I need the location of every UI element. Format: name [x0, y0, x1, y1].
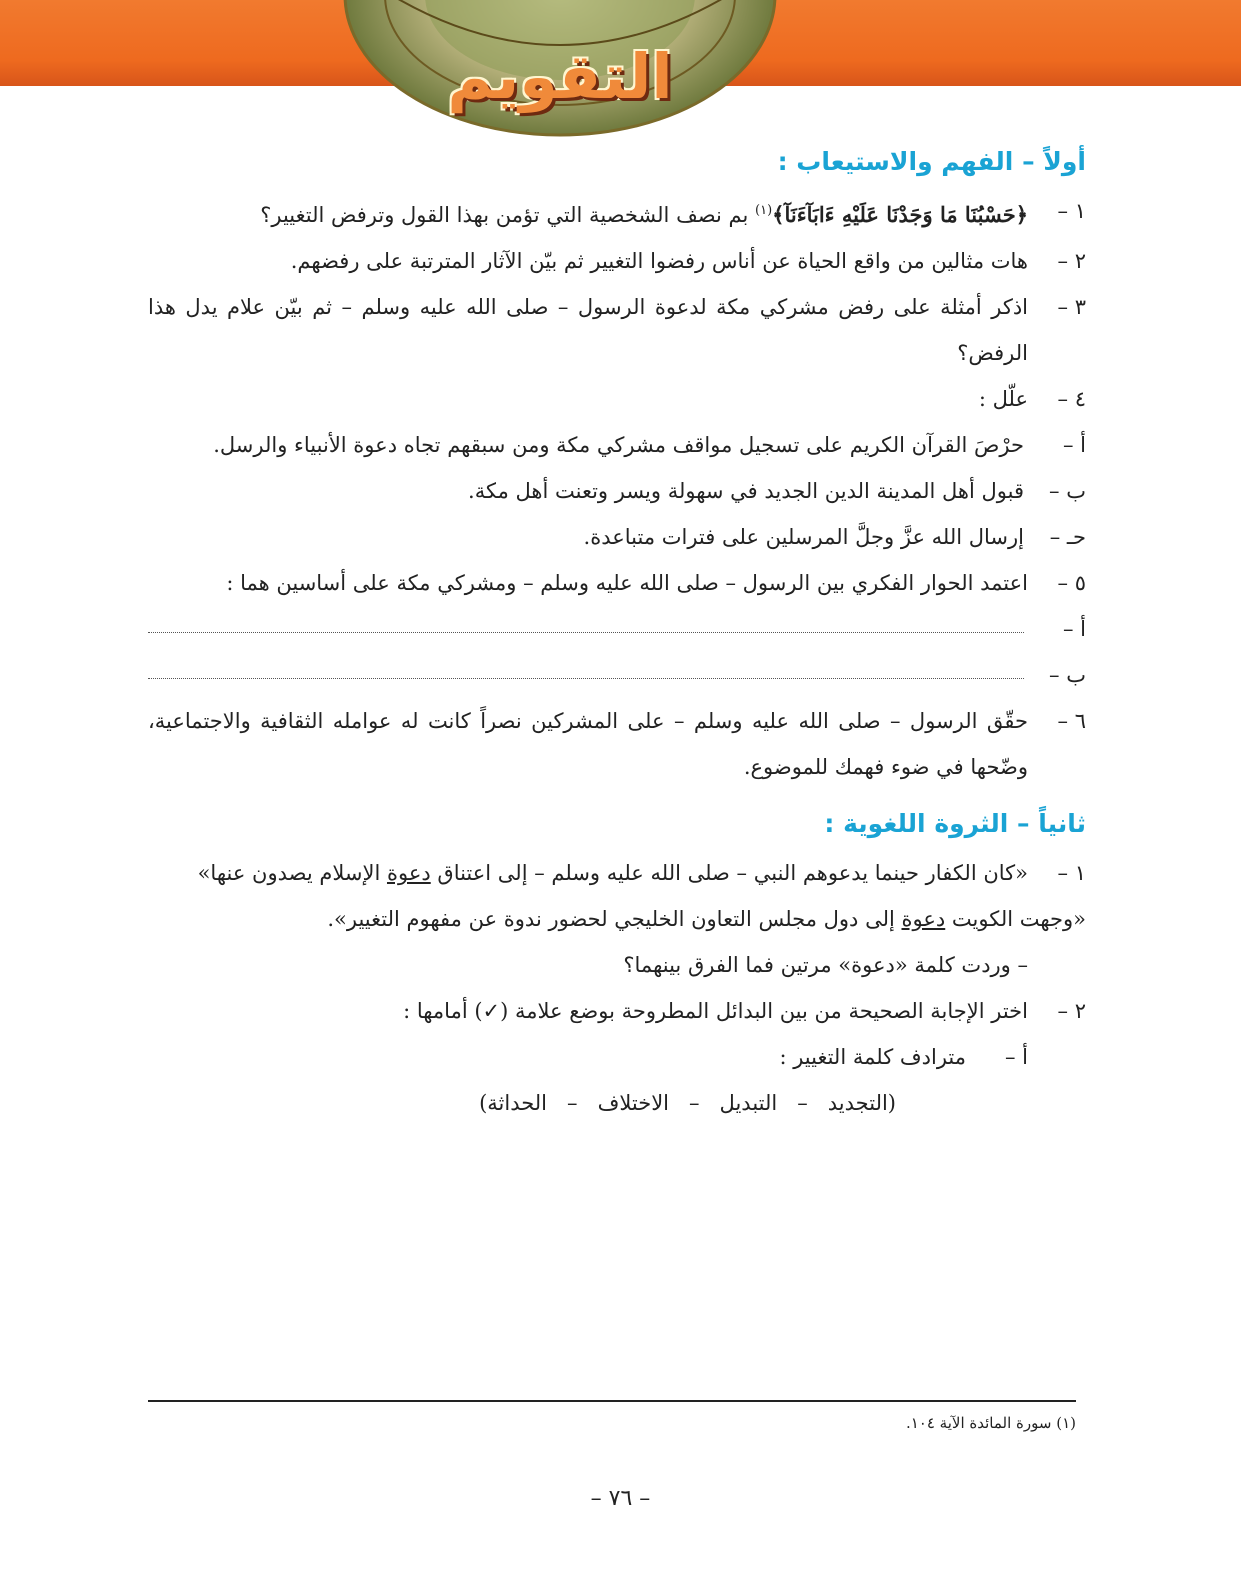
question-4-a [148, 422, 1086, 468]
question-5 [148, 560, 1086, 606]
sub-number: ب – [1049, 479, 1086, 503]
question-number: ١ – [1057, 199, 1086, 223]
section1-heading: أولاً – الفهم والاستيعاب : [777, 147, 1086, 176]
vocab-question-1 [148, 850, 1086, 896]
section2-heading: ثانياً – الثروة اللغوية : [824, 809, 1086, 838]
page-title: التقويم [447, 40, 673, 113]
question-number: ٦ – [1057, 709, 1086, 733]
question-number: ١ – [1057, 861, 1086, 885]
vocab-question-2-a [148, 1034, 1028, 1080]
question-1 [148, 188, 1086, 238]
question-text [148, 188, 1028, 238]
question-text: اختر الإجابة الصحيحة من بين البدائل المطروحة بوضع علامة (✓) أمامها : [403, 999, 1028, 1023]
question-4 [148, 376, 1086, 422]
vocab-subquestion [148, 942, 1028, 988]
question-text: – وردت كلمة «دعوة» مرتين فما الفرق بينهما؟ [623, 953, 1028, 977]
underlined-word: دعوة [386, 861, 431, 885]
answer-line[interactable] [148, 652, 1024, 679]
question-5-b [148, 652, 1086, 698]
quote-2-row [148, 896, 1086, 942]
sub-text: حرْصَ القرآن الكريم على تسجيل مواقف مشركي مكة ومن سبقهم تجاه دعوة الأنبياء والرسل. [213, 433, 1024, 457]
quote-2 [148, 896, 1086, 942]
question-number: ٢ – [1057, 999, 1086, 1023]
sub-number: أ – [1062, 617, 1086, 641]
sub-number: أ – [1004, 1045, 1028, 1069]
quote-text: الإسلام يصدون عنها» [197, 861, 387, 885]
question-text: اذكر أمثلة على رفض مشركي مكة لدعوة الرسول – صلى الله عليه وسلم – ثم بيّن علام يدل هذا الرفض؟ [148, 295, 1028, 365]
sub-number: حـ – [1049, 525, 1086, 549]
question-4-b [148, 468, 1086, 514]
sub-text: قبول أهل المدينة الدين الجديد في سهولة ويسر وتعنت أهل مكة. [468, 479, 1024, 503]
footnote: (١) سورة المائدة الآية ١٠٤. [905, 1414, 1076, 1432]
answer-line[interactable] [148, 606, 1024, 633]
question-number: ٣ – [1057, 295, 1086, 319]
sub-text: إرسال الله عزَّ وجلَّ المرسلين على فترات متباعدة. [583, 525, 1024, 549]
question-1-text: بم نصف الشخصية التي تؤمن بهذا القول وترفض التغيير؟ [260, 203, 756, 227]
question-3 [148, 284, 1086, 376]
question-2 [148, 238, 1086, 284]
quote-text: «كان الكفار حينما يدعوهم النبي – صلى الله عليه وسلم – إلى اعتناق [430, 861, 1028, 885]
question-6 [148, 698, 1086, 790]
sub-text: مترادف كلمة التغيير : [779, 1045, 966, 1069]
question-number: ٢ – [1057, 249, 1086, 273]
footnote-ref: (١) [755, 203, 773, 218]
question-text: حقّق الرسول – صلى الله عليه وسلم – على المشركين نصراً كانت له عوامله الثقافية والاجتماعية، وضّحها في ضوء فهمك للموضوع. [148, 709, 1028, 779]
footnote-divider [148, 1400, 1076, 1402]
answer-choices[interactable]: (التجديد – التبديل – الاختلاف – الحداثة) [479, 1091, 896, 1115]
vocab-question-2 [148, 988, 1086, 1034]
quote-text: إلى دول مجلس التعاون الخليجي لحضور ندوة عن مفهوم التغيير». [327, 907, 902, 931]
underlined-word: دعوة [901, 907, 946, 931]
question-text: علّل : [978, 387, 1028, 411]
page-number: – ٧٦ – [590, 1486, 651, 1511]
sub-number: ب – [1049, 663, 1086, 687]
quran-verse: ﴿حَسْبُنَا مَا وَجَدْنَا عَلَيْهِ ءَابَآءَنَآ﴾ [772, 202, 1028, 227]
question-text: اعتمد الحوار الفكري بين الرسول – صلى الله عليه وسلم – ومشركي مكة على أساسين هما : [226, 571, 1028, 595]
question-number: ٤ – [1057, 387, 1086, 411]
question-4-c [148, 514, 1086, 560]
quote-1 [148, 850, 1028, 896]
question-number: ٥ – [1057, 571, 1086, 595]
sub-number: أ – [1062, 433, 1086, 457]
content [148, 140, 1086, 1126]
question-5-a [148, 606, 1086, 652]
quote-text: «وجهت الكويت [945, 907, 1086, 931]
question-text: هات مثالين من واقع الحياة عن أناس رفضوا التغيير ثم بيّن الآثار المترتبة على رفضهم. [290, 249, 1028, 273]
